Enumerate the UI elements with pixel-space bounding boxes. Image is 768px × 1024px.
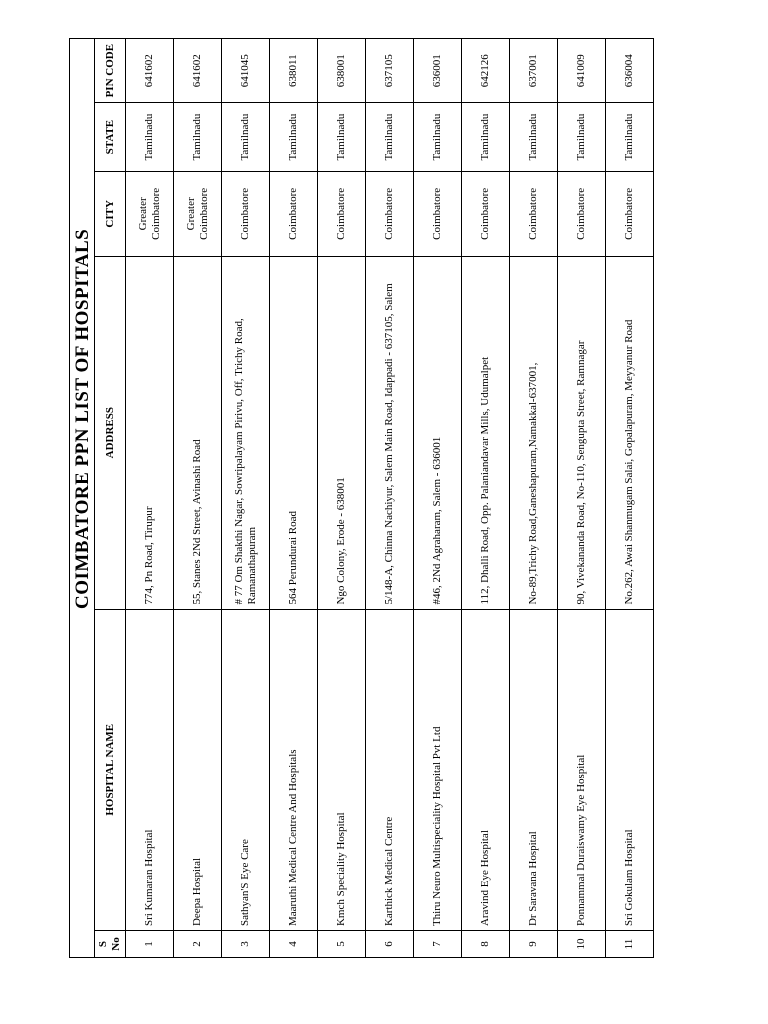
cell-pin-code: 641009 <box>558 39 606 103</box>
header-row <box>95 39 126 958</box>
cell-sno: 9 <box>510 931 558 958</box>
cell-pin-code: 641602 <box>126 39 174 103</box>
document-page <box>69 38 659 958</box>
cell-city: Coimbatore <box>318 171 366 256</box>
table-row <box>174 39 222 958</box>
cell-sno: 1 <box>126 931 174 958</box>
cell-hospital-name: Aravind Eye Hospital <box>462 609 510 931</box>
hospital-table <box>69 38 654 958</box>
cell-state: Tamilnadu <box>462 103 510 171</box>
cell-address: #46, 2Nd Agraharam, Salem - 636001 <box>414 256 462 609</box>
cell-city: Coimbatore <box>558 171 606 256</box>
cell-address: # 77 Om Shakthi Nagar, Sowripalayam Pirivu, Off, Trichy Road, Ramanathapuram <box>222 256 270 609</box>
cell-city: Coimbatore <box>366 171 414 256</box>
cell-city: Coimbatore <box>270 171 318 256</box>
cell-pin-code: 636001 <box>414 39 462 103</box>
cell-state: Tamilnadu <box>174 103 222 171</box>
table-row <box>270 39 318 958</box>
cell-city: Greater Coimbatore <box>126 171 174 256</box>
cell-state: Tamilnadu <box>270 103 318 171</box>
cell-state: Tamilnadu <box>366 103 414 171</box>
column-header-pin-code: PIN CODE <box>95 39 126 103</box>
cell-hospital-name: Dr Saravana Hospital <box>510 609 558 931</box>
cell-pin-code: 637105 <box>366 39 414 103</box>
cell-address: 5/148-A, Chinna Nachiyur, Salem Main Road, Idappadi - 637105, Salem <box>366 256 414 609</box>
cell-pin-code: 636004 <box>606 39 654 103</box>
table-row <box>222 39 270 958</box>
column-header-state: STATE <box>95 103 126 171</box>
cell-city: Coimbatore <box>222 171 270 256</box>
cell-state: Tamilnadu <box>318 103 366 171</box>
table-row <box>126 39 174 958</box>
cell-state: Tamilnadu <box>126 103 174 171</box>
cell-sno: 4 <box>270 931 318 958</box>
cell-sno: 2 <box>174 931 222 958</box>
cell-city: Coimbatore <box>414 171 462 256</box>
cell-address: 112, Dhalli Road, Opp. Palaniandavar Mills, Udumalpet <box>462 256 510 609</box>
cell-city: Coimbatore <box>462 171 510 256</box>
cell-hospital-name: Deepa Hospital <box>174 609 222 931</box>
cell-pin-code: 642126 <box>462 39 510 103</box>
cell-pin-code: 637001 <box>510 39 558 103</box>
cell-pin-code: 641045 <box>222 39 270 103</box>
table-row <box>606 39 654 958</box>
table-row <box>462 39 510 958</box>
cell-city: Coimbatore <box>606 171 654 256</box>
cell-sno: 6 <box>366 931 414 958</box>
cell-hospital-name: Sri Kumaran Hospital <box>126 609 174 931</box>
cell-address: 774, Pn Road, Tirupur <box>126 256 174 609</box>
column-header-hospital-name: HOSPITAL NAME <box>95 609 126 931</box>
cell-address: No.262, Awai Shanmugam Salai, Gopalapuram, Meyyanur Road <box>606 256 654 609</box>
column-header-sno: S No <box>95 931 126 958</box>
cell-state: Tamilnadu <box>558 103 606 171</box>
cell-state: Tamilnadu <box>414 103 462 171</box>
cell-state: Tamilnadu <box>606 103 654 171</box>
cell-pin-code: 641602 <box>174 39 222 103</box>
column-header-address: ADDRESS <box>95 256 126 609</box>
table-row <box>414 39 462 958</box>
cell-sno: 3 <box>222 931 270 958</box>
cell-city: Coimbatore <box>510 171 558 256</box>
cell-sno: 10 <box>558 931 606 958</box>
table-row <box>510 39 558 958</box>
cell-state: Tamilnadu <box>510 103 558 171</box>
cell-hospital-name: Sathyan'S Eye Care <box>222 609 270 931</box>
cell-city: Greater Coimbatore <box>174 171 222 256</box>
page-title: COIMBATORE PPN LIST OF HOSPITALS <box>70 39 95 610</box>
table-row <box>366 39 414 958</box>
cell-address: 90, Vivekananda Road, No-110, Sengupta Street, Ramnagar <box>558 256 606 609</box>
rotated-table-container <box>69 38 659 958</box>
table-row <box>318 39 366 958</box>
cell-hospital-name: Maaruthi Medical Centre And Hospitals <box>270 609 318 931</box>
cell-state: Tamilnadu <box>222 103 270 171</box>
column-header-city: CITY <box>95 171 126 256</box>
cell-sno: 7 <box>414 931 462 958</box>
cell-sno: 11 <box>606 931 654 958</box>
cell-hospital-name: Sri Gokulam Hospital <box>606 609 654 931</box>
cell-pin-code: 638011 <box>270 39 318 103</box>
cell-address: 55, Stanes 2Nd Street, Avinashi Road <box>174 256 222 609</box>
cell-address: Ngo Colony, Erode - 638001 <box>318 256 366 609</box>
title-row <box>70 39 95 958</box>
cell-hospital-name: Kmch Speciality Hospital <box>318 609 366 931</box>
cell-address: 564 Perundurai Road <box>270 256 318 609</box>
cell-pin-code: 638001 <box>318 39 366 103</box>
table-row <box>558 39 606 958</box>
cell-hospital-name: Karthick Medical Centre <box>366 609 414 931</box>
cell-hospital-name: Thiru Neuro Multispeciality Hospital Pvt Ltd <box>414 609 462 931</box>
cell-address: No-89,Trichy Road,Ganeshapuram,Namakkal-637001, <box>510 256 558 609</box>
cell-hospital-name: Ponnammal Duraiswamy Eye Hospital <box>558 609 606 931</box>
cell-sno: 8 <box>462 931 510 958</box>
cell-sno: 5 <box>318 931 366 958</box>
